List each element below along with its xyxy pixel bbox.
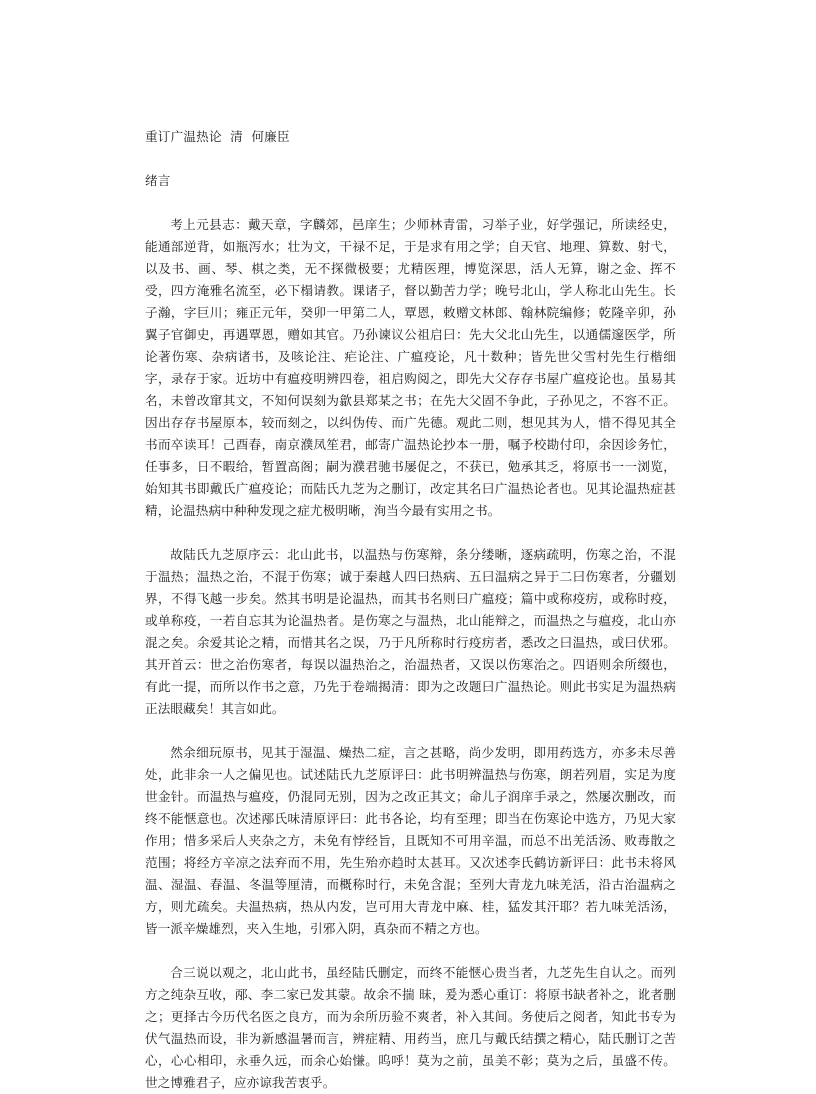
document-title: 重订广温热论 清 何廉臣	[145, 129, 290, 144]
paragraph: 考上元县志：戴天章，字麟郊，邑庠生；少师林青雷，习举子业，好学强记，所读经史，能通部逆背，如瓶泻水；壮为文，干禄不足，于是求有用之学；自天官、地理、算数、射弋，以及书、画、琴、棋之类，无不探微极要；尤精医理，博览深思，活人无算，谢之金、挥不受，四方淹雅名流至，必下榻请教。课诸子，督以勤苦力学；晚号北山，学人称北山先生。长子瀚，字巨川；雍正元年，癸卯一甲第二人，覃恩，敕赠文林郎、翰林院编修；乾隆辛卯，孙翼子官御史，再遇覃恩，赠如其官。乃孙谏议公祖启曰：先大父北山先生，以通儒邃医学，所论著伤寒、杂病诸书，及咳论注、疟论注、广瘟疫论，凡十数种；皆先世父雪村先生行楷细字，录存于家。近坊中有瘟疫明辨四卷，祖启购阅之，即先大父存存书屋广瘟疫论也。虽易其名，未曾改窜其文，不知何误刻为歙县郑某之书；在先大父固不争此，子孙见之，不容不正。因出存存书屋原本，较而刻之，以纠伪传、而广先德。观此二则，想见其为人，惜不得见其全书而卒读耳！己酉春，南京濮凤笙君，邮寄广温热论抄本一册，嘱予校勘付印，余因诊务忙，任事多，日不暇给，暂置高阁；嗣为濮君驰书屡促之，不获已，勉承其乏，将原书一一浏览，始知其书即戴氏广瘟疫论；而陆氏九芝为之删订，改定其名曰广温热论者也。见其论温热症甚精，论温热病中种种发现之症尤极明晰，洵当今最有实用之书。	[145, 217, 676, 518]
paragraph: 然余细玩原书，见其于湿温、燥热二症，言之甚略，尚少发明，即用药选方，亦多未尽善处，此非余一人之偏见也。试述陆氏九芝原评曰：此书明辨温热与伤寒，朗若列眉，实足为度世金针。而温热与瘟疫，仍混同无别，因为之改正其文；命儿子润庠手录之，然屡次删改，而终不能惬意也。次述邴氏味清原评曰：此书各论，均有至理；即当在伤寒论中选方，乃见大家作用；惜多采后人夹杂之方，未免有悖经旨，且既知不可用辛温，而总不出羌活汤、败毒散之范围；将经方辛凉之法弃而不用，先生殆亦趋时太甚耳。又次述李氏鹤访新评曰：此书未将风温、湿温、春温、冬温等厘清，而概称时行，未免含混；至列大青龙九味羌活，沿古治温病之方，则尤疏矣。夫温热病，热从内发，岂可用大青龙中麻、桂，猛发其汗耶？若九味羌活汤，皆一派辛燥雄烈，夹入生地，引邪入阴，真杂而不精之方也。	[145, 745, 676, 936]
document-content	[145, 126, 676, 1094]
paragraph: 故陆氏九芝原序云：北山此书，以温热与伤寒辩，条分缕晰，逐病疏明，伤寒之治，不混于温热；温热之治，不混于伤寒；诚于秦越人四曰热病、五曰温病之异于二曰伤寒者，分疆划界，不得飞越一步矣。然其书明是论温热，而其书名则曰广瘟疫；篇中或称疫疠，或称时疫，或单称疫，一若自忘其为论温热者。是伤寒之与温热，北山能辩之，而温热之与瘟疫，北山亦混之矣。余爱其论之精，而惜其名之误，乃于凡所称时行疫疠者，悉改之曰温热，或曰伏邪。其开首云：世之治伤寒者，每误以温热治之，治温热者，又误以伤寒治之。四语则余所缀也，有此一提，而所以作书之意，乃先于卷端揭清：即为之改题曰广温热论。则此书实足为温热病正法眼藏矣！其言如此。	[145, 547, 676, 716]
section-heading-preface: 绪言	[145, 173, 171, 188]
paragraph: 合三说以观之，北山此书，虽经陆氏删定，而终不能惬心贵当者，九芝先生自认之。而列方之纯杂互收，邴、李二家已发其蒙。故余不揣 昧，爰为悉心重订：将原书缺者补之，讹者删之；更择古今历代名医之良方，而为余所历验不爽者，补入其间。务使后之阅者，知此书专为伏气温热而设，非为新感温暑而言，辨症精、用药当，庶几与戴氏结撰之精心，陆氏删订之苦心，心心相印，永垂久远，而余心始慊。呜呼！莫为之前，虽美不彰；莫为之后，虽盛不传。世之博雅君子，应亦谅我苦衷乎。	[145, 965, 676, 1090]
